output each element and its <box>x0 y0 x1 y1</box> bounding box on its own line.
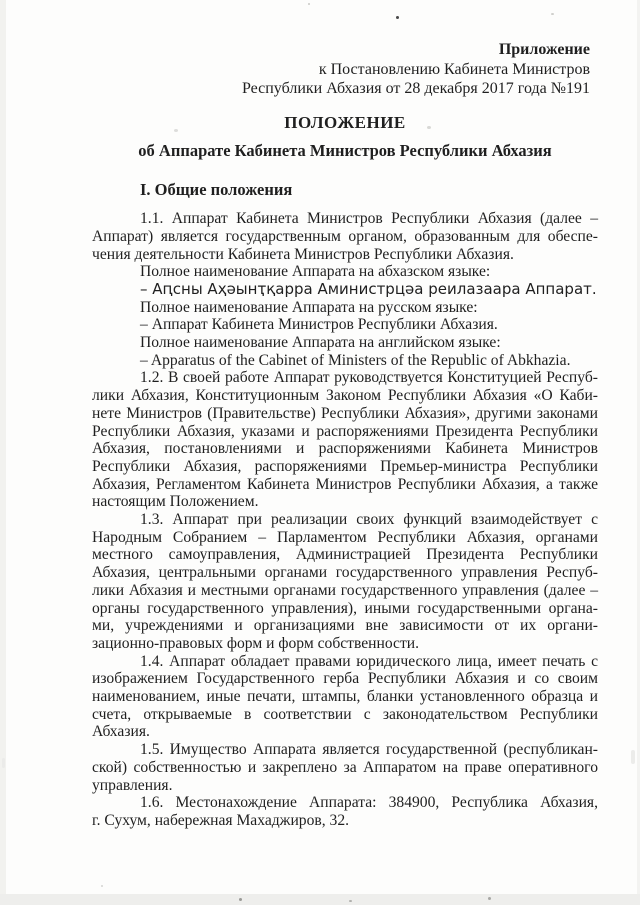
document-line: Абхазия, центральными органами государственного управления Респуб- <box>92 564 598 582</box>
document-content <box>92 40 598 830</box>
document-line: 1.2. В своей работе Аппарат руководствуется Конституцией Респуб- <box>140 369 598 387</box>
document-line: 1.1. Аппарат Кабинета Министров Республики Абхазия (далее – <box>140 210 598 228</box>
scan-speck <box>101 885 103 887</box>
document-line: 1.6. Местонахождение Аппарата: 384900, Республика Абхазия, <box>140 794 598 812</box>
document-line: 1.4. Аппарат обладает правами юридического лица, имеет печать с <box>140 652 598 670</box>
document-line: настоящим Положением. <box>92 493 259 511</box>
document-line: Полное наименование Аппарата на русском языке: <box>140 298 478 316</box>
document-line: Полное наименование Аппарата на английском языке: <box>140 334 501 352</box>
document-line: изображением Государственного герба Республики Абхазия и со своим <box>92 670 598 688</box>
document-line: счета, открываемые в соответствии с законодательством Республики <box>92 705 598 723</box>
document-line: нете Министров (Правительстве) Республики Абхазия», другими законами <box>92 404 598 422</box>
scan-speck <box>239 898 242 901</box>
document-line: Полное наименование Аппарата на абхазском языке: <box>140 263 491 281</box>
document-line: Аппарат) является государственным органом, образованным для обеспе- <box>92 227 598 245</box>
document-line: – Аппарат Кабинета Министров Республики Абхазия. <box>140 316 498 334</box>
header-date-number-line: Республики Абхазия от 28 декабря 2017 года №191 <box>241 80 590 97</box>
document-line: органы государственного управления), иными государственными органа- <box>92 599 598 617</box>
section-heading: I. Общие положения <box>140 179 293 199</box>
document-line: ской) собственностью и закреплено за Аппаратом на праве оперативного <box>92 758 598 776</box>
document-title: ПОЛОЖЕНИЕ <box>284 112 406 132</box>
document-line: наименованием, иные печати, штампы, бланки установленного образца и <box>92 688 598 706</box>
document-line: – Apparatus of the Cabinet of Ministers of the Republic of Abkhazia. <box>140 351 571 369</box>
document-line: местного самоуправления, Администрацией Президента Республики <box>92 546 598 564</box>
document-line: зационно-правовых форм и форм собственности. <box>92 634 420 652</box>
document-subtitle: об Аппарате Кабинета Министров Республики Абхазия <box>138 140 552 160</box>
document-line: Абхазия. <box>92 723 150 741</box>
scan-speck <box>396 16 399 19</box>
scan-edge-left <box>0 0 6 905</box>
scan-speck <box>2 758 5 768</box>
document-line: Абхазия, Регламентом Кабинета Министров Республики Абхазия, а также <box>92 475 598 493</box>
header-resolution-line: к Постановлению Кабинета Министров <box>318 60 590 78</box>
scan-speck <box>308 3 310 5</box>
document-line: г. Сухум, набережная Махаджиров, 32. <box>92 812 350 829</box>
document-line: Республики Абхазия, распоряжениями Премьер-министра Республики <box>92 457 598 475</box>
document-line: чения деятельности Кабинета Министров Республики Абхазия. <box>92 245 514 263</box>
document-line: Абхазия, постановлениями и распоряжениями Кабинета Министров <box>92 440 598 458</box>
document-line: управления. <box>92 776 173 794</box>
document-line: 1.5. Имущество Аппарата является государственной (республикан- <box>140 741 598 759</box>
document-line: лики Абхазия, Конституционным Законом Республики Абхазия «О Каби- <box>92 387 598 405</box>
document-line: 1.3. Аппарат при реализации своих функций взаимодействует с <box>140 511 598 529</box>
scan-speck <box>488 897 491 900</box>
header-appendix-label: Приложение <box>498 41 590 58</box>
document-body <box>92 210 598 830</box>
document-line: лики Абхазия и местными органами государственного управления (далее – <box>92 581 598 599</box>
scan-edge-bottom <box>0 894 640 905</box>
scan-speck <box>349 900 352 902</box>
document-line: – Аԥсны Аҳәынҭқарра Аминистрцәа реилазаара Аппарат. <box>140 279 597 298</box>
document-line: Народным Собранием – Парламентом Республики Абхазия, органами <box>92 528 598 546</box>
document-header <box>92 40 598 99</box>
document-line: Республики Абхазия, указами и распоряжениями Президента Республики <box>92 422 598 440</box>
document-line: ми, учреждениями и организациями вне зависимости от их органи- <box>92 617 598 635</box>
scan-speck <box>551 13 554 15</box>
scan-speck <box>631 750 635 764</box>
